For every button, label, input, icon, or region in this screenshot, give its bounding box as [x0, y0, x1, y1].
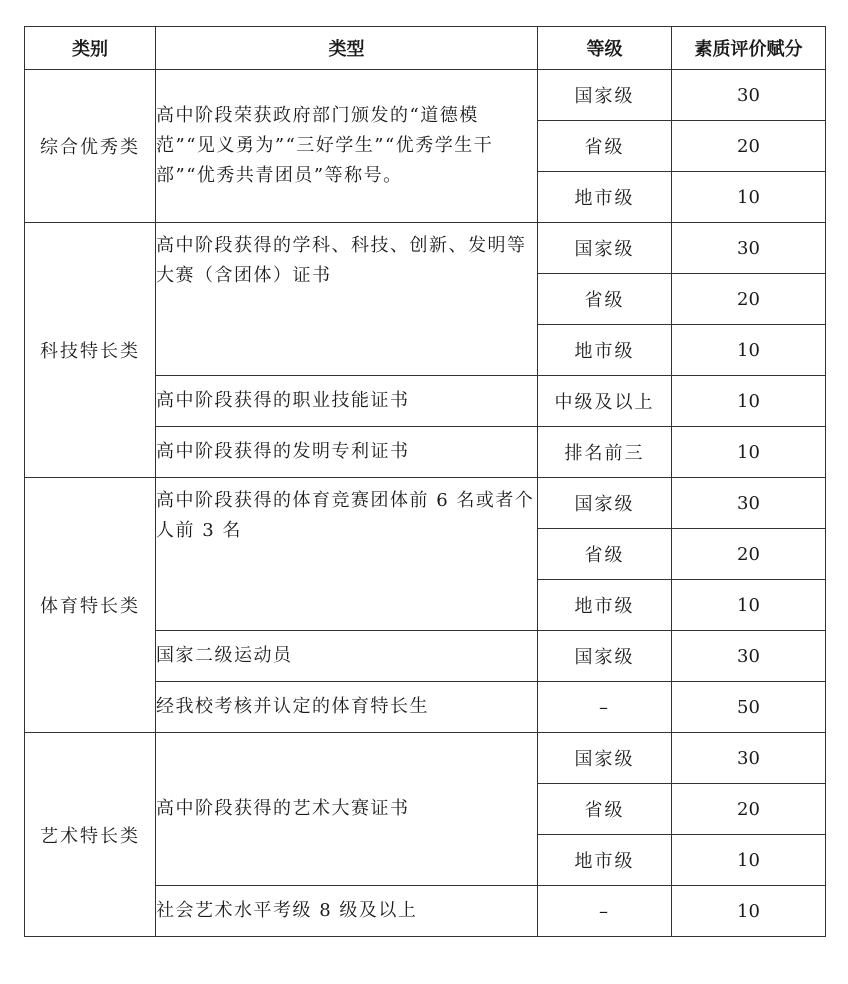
score-cell: 10: [672, 172, 826, 223]
type-cell: 高中阶段获得的体育竞赛团体前 6 名或者个人前 3 名: [156, 478, 538, 631]
level-cell: 地市级: [538, 835, 672, 886]
score-cell: 30: [672, 478, 826, 529]
level-cell: –: [538, 682, 672, 733]
type-cell: 高中阶段荣获政府部门颁发的“道德模范”“见义勇为”“三好学生”“优秀学生干部”“优秀共青团员”等称号。: [156, 70, 538, 223]
score-cell: 20: [672, 529, 826, 580]
score-cell: 20: [672, 274, 826, 325]
header-score: 素质评价赋分: [672, 27, 826, 70]
score-cell: 10: [672, 580, 826, 631]
score-cell: 30: [672, 631, 826, 682]
score-cell: 10: [672, 376, 826, 427]
score-cell: 50: [672, 682, 826, 733]
table-row: [25, 70, 826, 121]
header-row: [25, 27, 826, 70]
score-cell: 20: [672, 121, 826, 172]
type-cell: 经我校考核并认定的体育特长生: [156, 682, 538, 733]
score-cell: 10: [672, 835, 826, 886]
type-cell: 高中阶段获得的艺术大赛证书: [156, 733, 538, 886]
score-cell: 10: [672, 886, 826, 937]
level-cell: 中级及以上: [538, 376, 672, 427]
level-cell: 省级: [538, 274, 672, 325]
level-cell: 地市级: [538, 172, 672, 223]
level-cell: 地市级: [538, 325, 672, 376]
category-cell: 综合优秀类: [25, 70, 156, 223]
type-cell: 国家二级运动员: [156, 631, 538, 682]
table-row: [25, 478, 826, 529]
level-cell: –: [538, 886, 672, 937]
level-cell: 地市级: [538, 580, 672, 631]
table-row: [25, 223, 826, 274]
header-level: 等级: [538, 27, 672, 70]
level-cell: 省级: [538, 784, 672, 835]
type-cell: 高中阶段获得的职业技能证书: [156, 376, 538, 427]
type-cell: 社会艺术水平考级 8 级及以上: [156, 886, 538, 937]
category-cell: 体育特长类: [25, 478, 156, 733]
header-type: 类型: [156, 27, 538, 70]
header-category: 类别: [25, 27, 156, 70]
category-cell: 艺术特长类: [25, 733, 156, 937]
score-cell: 10: [672, 427, 826, 478]
type-cell: 高中阶段获得的学科、科技、创新、发明等大赛（含团体）证书: [156, 223, 538, 376]
level-cell: 国家级: [538, 631, 672, 682]
table-row: [25, 733, 826, 784]
level-cell: 排名前三: [538, 427, 672, 478]
type-cell: 高中阶段获得的发明专利证书: [156, 427, 538, 478]
level-cell: 国家级: [538, 478, 672, 529]
score-cell: 30: [672, 733, 826, 784]
score-cell: 30: [672, 70, 826, 121]
category-cell: 科技特长类: [25, 223, 156, 478]
level-cell: 国家级: [538, 223, 672, 274]
score-cell: 20: [672, 784, 826, 835]
level-cell: 国家级: [538, 70, 672, 121]
level-cell: 国家级: [538, 733, 672, 784]
level-cell: 省级: [538, 121, 672, 172]
score-cell: 30: [672, 223, 826, 274]
score-table: [24, 26, 826, 937]
level-cell: 省级: [538, 529, 672, 580]
score-cell: 10: [672, 325, 826, 376]
